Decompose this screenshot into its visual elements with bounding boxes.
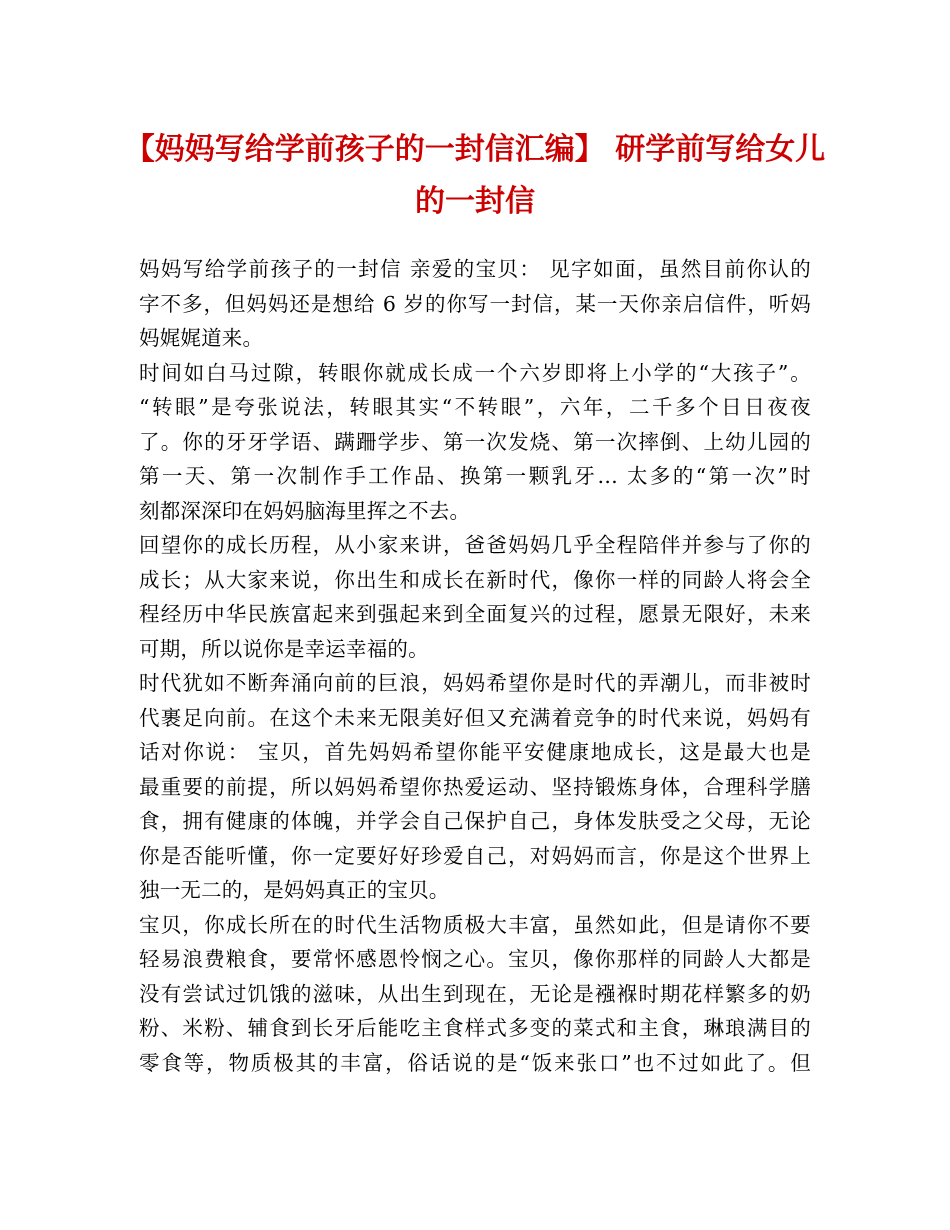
body-line: 时间如白马过隙，转眼你就成长成一个六岁即将上小学的“大孩子”。 — [139, 360, 811, 385]
body-line: 独一无二的，是妈妈真正的宝贝。 — [139, 878, 450, 902]
title-line-2: 的一封信 — [415, 184, 535, 219]
body-line: 轻易浪费粮食，要常怀感恩怜悯之心。宝贝，像你那样的同龄人大都是 — [139, 947, 811, 971]
body-line: 第一天、第一次制作手工作品、换第一颗乳牙… 太多的“第一次”时 — [139, 464, 811, 488]
title-line-1: 【妈妈写给学前孩子的一封信汇编】 研学前写给女儿 — [124, 132, 826, 167]
body-line: 时代犹如不断奔涌向前的巨浪，妈妈希望你是时代的弄潮儿，而非被时 — [139, 671, 811, 695]
body-line: 妈妈写给学前孩子的一封信 亲爱的宝贝： 见字如面，虽然目前你认的 — [139, 257, 811, 281]
body-line: 代裹足向前。在这个未来无限美好但又充满着竞争的时代来说，妈妈有 — [139, 705, 811, 730]
document-title — [120, 124, 830, 228]
body-line: 最重要的前提，所以妈妈希望你热爱运动、坚持锻炼身体，合理科学膳 — [139, 774, 811, 799]
body-line: 粉、米粉、辅食到长牙后能吃主食样式多变的菜式和主食，琳琅满目的 — [139, 1016, 811, 1040]
body-line: 话对你说： 宝贝，首先妈妈希望你能平安健康地成长，这是最大也是 — [139, 740, 811, 764]
body-line: 字不多，但妈妈还是想给 6 岁的你写一封信，某一天你亲启信件，听妈 — [139, 291, 811, 316]
body-line: 你是否能听懂，你一定要好好珍爱自己，对妈妈而言，你是这个世界上 — [139, 843, 811, 868]
body-line: 食，拥有健康的体魄，并学会自己保护自己，身体发肤受之父母，无论 — [139, 809, 811, 833]
body-line: 宝贝，你成长所在的时代生活物质极大丰富，虽然如此，但是请你不要 — [139, 912, 811, 937]
body-line: 零食等，物质极其的丰富，俗话说的是“饭来张口”也不过如此了。但 — [139, 1050, 811, 1075]
body-line: 妈娓娓道来。 — [139, 326, 264, 350]
body-line: 成长；从大家来说，你出生和成长在新时代，像你一样的同龄人将会全 — [139, 567, 811, 592]
body-line: 程经历中华民族富起来到强起来到全面复兴的过程，愿景无限好，未来 — [139, 602, 811, 626]
body-line: 没有尝试过饥饿的滋味，从出生到现在，无论是襁褓时期花样繁多的奶 — [139, 981, 811, 1006]
body-line: “转眼”是夸张说法，转眼其实“不转眼”，六年，二千多个日日夜夜 — [139, 395, 811, 419]
body-line: 回望你的成长历程，从小家来讲，爸爸妈妈几乎全程陪伴并参与了你的 — [139, 533, 811, 557]
body-line: 可期，所以说你是幸运幸福的。 — [139, 636, 429, 661]
document-body — [139, 252, 811, 1080]
body-line: 刻都深深印在妈妈脑海里挥之不去。 — [139, 498, 471, 523]
body-line: 了。你的牙牙学语、蹒跚学步、第一次发烧、第一次摔倒、上幼儿园的 — [139, 429, 811, 454]
